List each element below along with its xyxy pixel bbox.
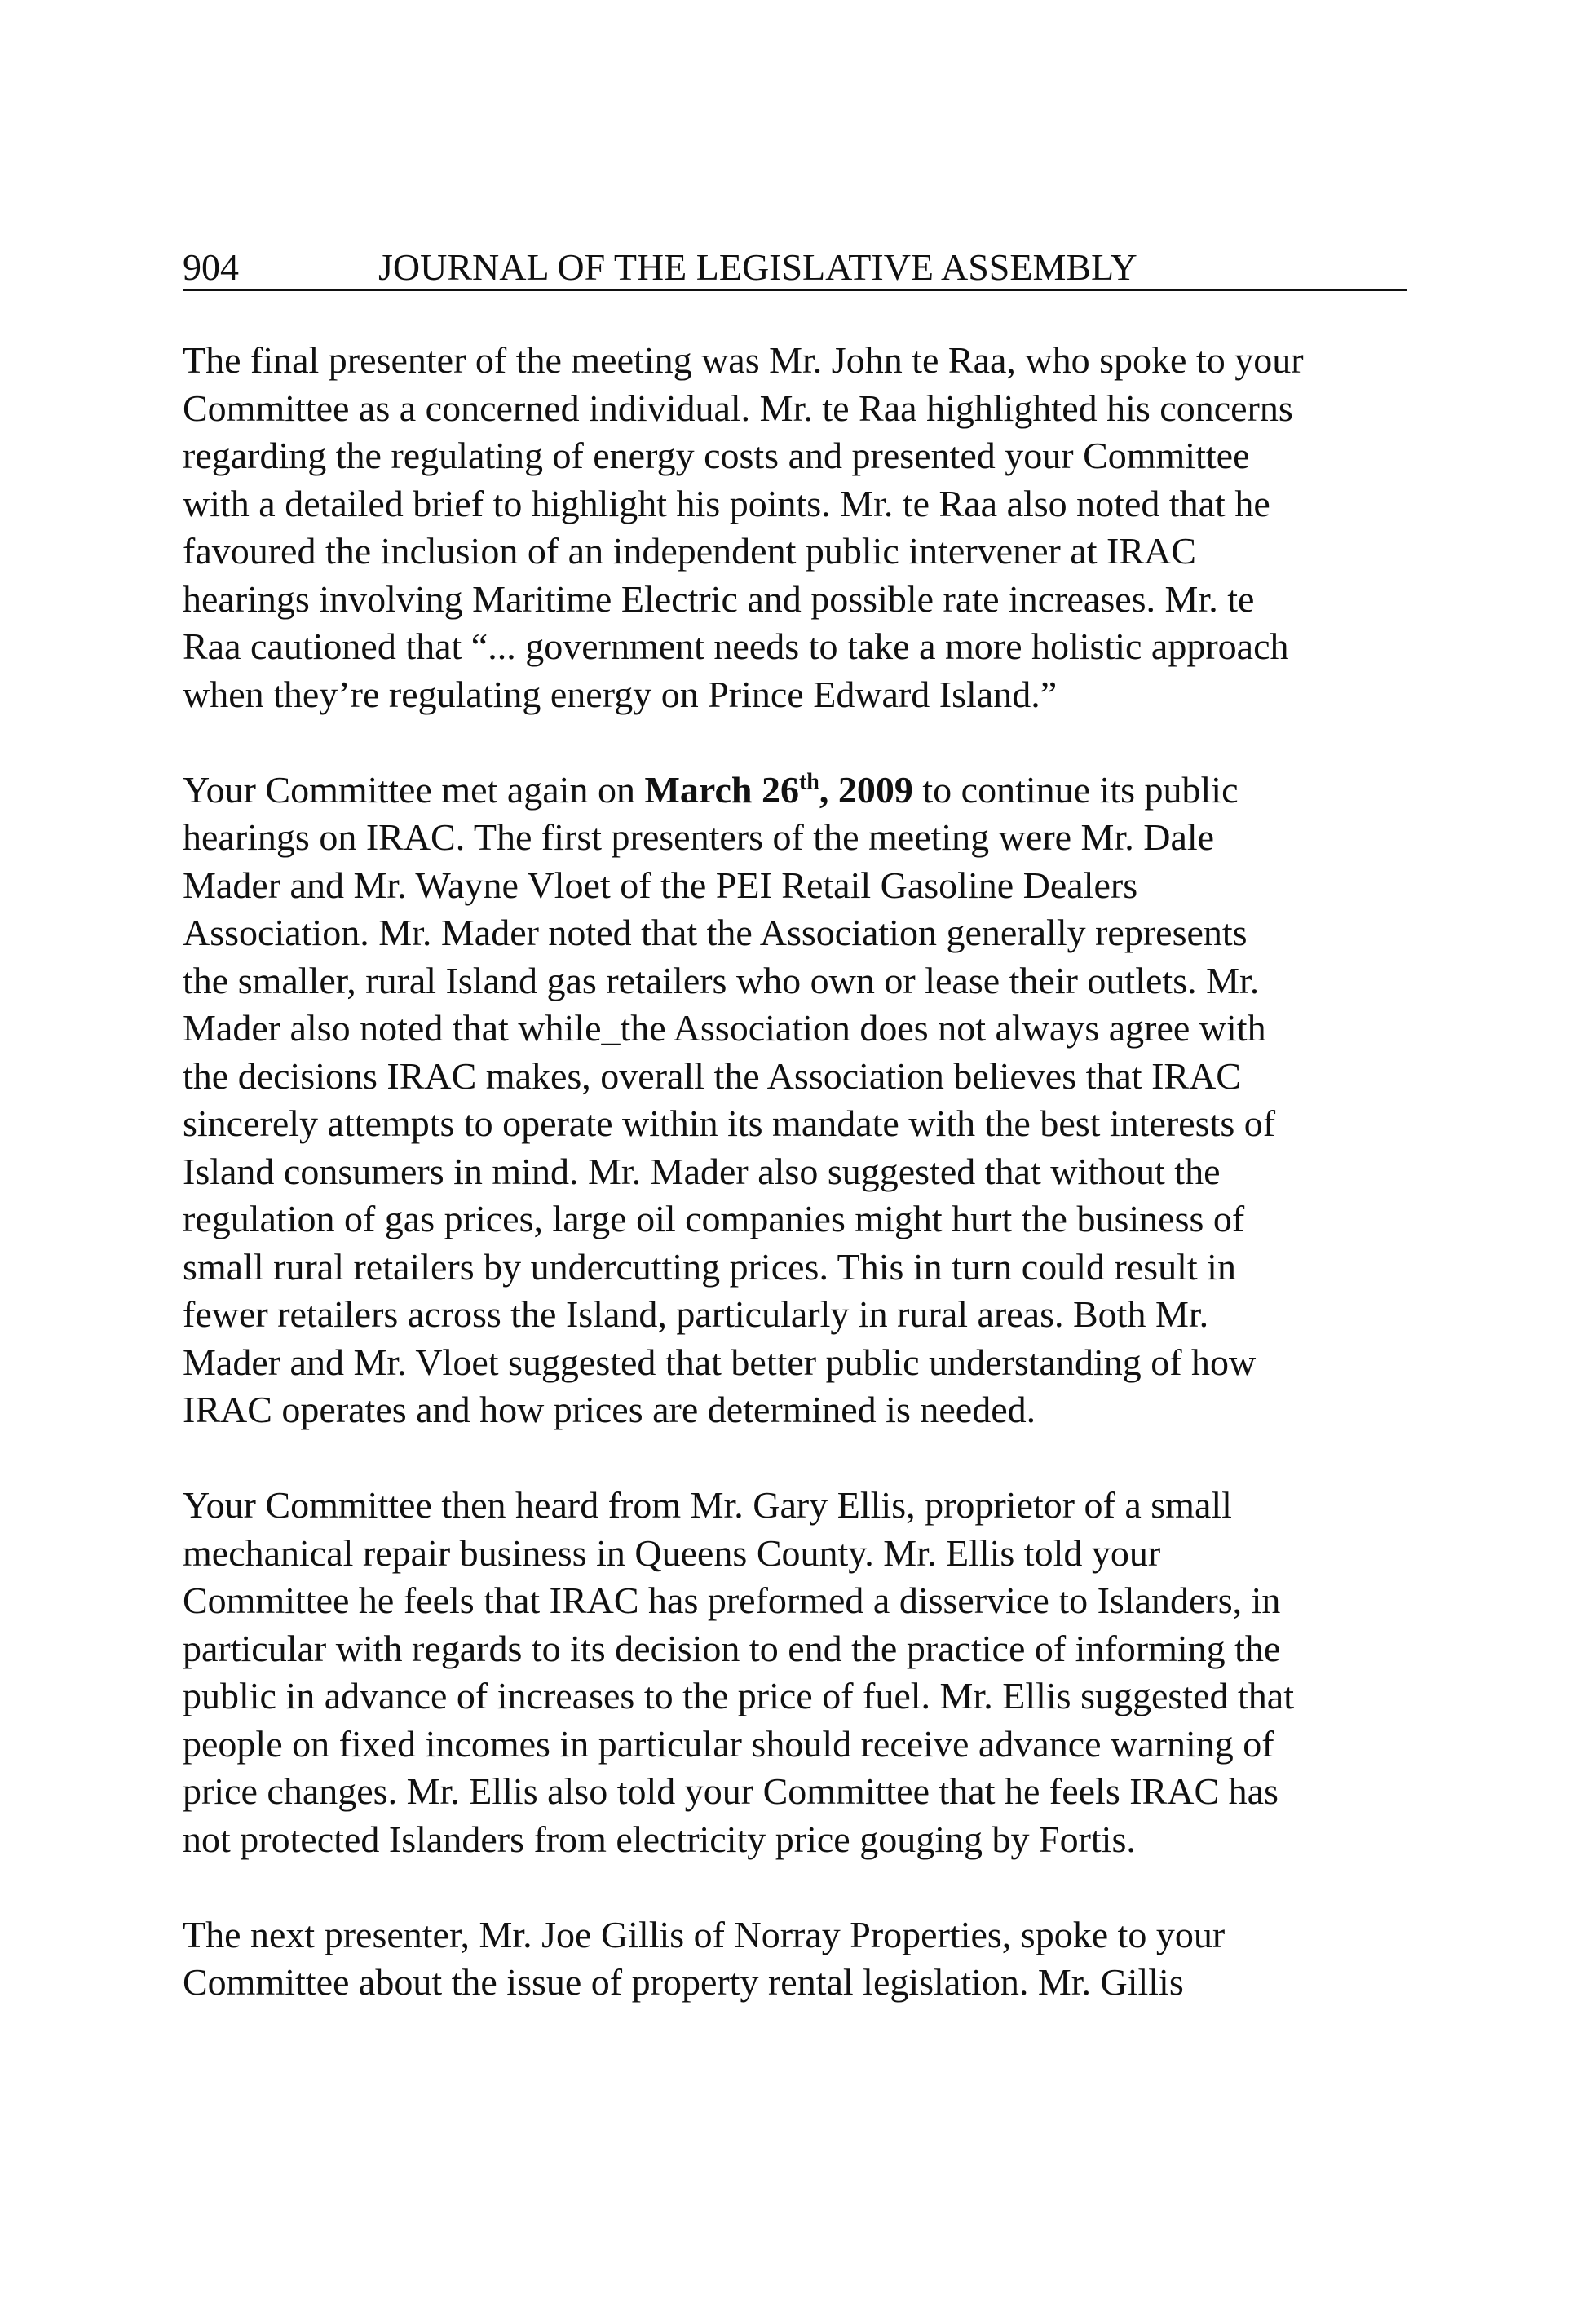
text-line: particular with regards to its decision to end the practice of informing the — [183, 1627, 1281, 1669]
text-line: when they’re regulating energy on Prince Edward Island.” — [183, 673, 1058, 715]
text-run: to continue its public — [912, 768, 1239, 811]
text-line: Mader also noted that while_the Association does not always agree with — [183, 1007, 1266, 1049]
text-line: Association. Mr. Mader noted that the Association generally represents — [183, 912, 1248, 953]
running-title: JOURNAL OF THE LEGISLATIVE ASSEMBLY — [378, 246, 1137, 288]
text-line-with-date — [183, 767, 1407, 815]
text-line: Raa cautioned that “... government needs to take a more holistic approach — [183, 625, 1289, 667]
text-line: mechanical repair business in Queens County. Mr. Ellis told your — [183, 1531, 1161, 1574]
text-line: Mader and Mr. Vloet suggested that better public understanding of how — [183, 1341, 1257, 1383]
text-line: fewer retailers across the Island, particularly in rural areas. Both Mr. — [183, 1293, 1209, 1335]
text-line: Island consumers in mind. Mr. Mader also suggested that without the — [183, 1150, 1221, 1192]
text-run: Your Committee met again on — [183, 768, 645, 811]
meeting-date-day: March 26 — [644, 768, 799, 811]
journal-page — [183, 246, 1407, 2054]
text-line: price changes. Mr. Ellis also told your Committee that he feels IRAC has — [183, 1770, 1279, 1812]
text-line: small rural retailers by undercutting prices. This in turn could result in — [183, 1245, 1236, 1288]
text-line: hearings on IRAC. The first presenters of the meeting were Mr. Dale — [183, 816, 1215, 858]
page-header — [183, 246, 1407, 291]
text-line: public in advance of increases to the price of fuel. Mr. Ellis suggested that — [183, 1675, 1294, 1716]
text-line: people on fixed incomes in particular should receive advance warning of — [183, 1722, 1274, 1765]
text-line: regulation of gas prices, large oil companies might hurt the business of — [183, 1198, 1245, 1239]
text-line: the smaller, rural Island gas retailers who own or lease their outlets. Mr. — [183, 959, 1260, 1001]
meeting-date — [644, 769, 912, 811]
text-line: favoured the inclusion of an independent public intervener at IRAC — [183, 530, 1196, 572]
text-line: Committee he feels that IRAC has preformed a disservice to Islanders, in — [183, 1580, 1281, 1621]
text-line: Your Committee then heard from Mr. Gary Ellis, proprietor of a small — [183, 1484, 1232, 1526]
paragraph-gary-ellis — [183, 1482, 1407, 1863]
text-line: regarding the regulating of energy costs and presented your Committee — [183, 435, 1250, 476]
page-number: 904 — [183, 246, 239, 288]
text-line: with a detailed brief to highlight his points. Mr. te Raa also noted that he — [183, 482, 1270, 524]
paragraph-te-raa — [183, 337, 1407, 718]
text-line: the decisions IRAC makes, overall the Association believes that IRAC — [183, 1054, 1241, 1097]
text-line: Mader and Mr. Wayne Vloet of the PEI Retail Gasoline Dealers — [183, 864, 1138, 906]
paragraph-march-26-hearing — [183, 767, 1407, 1434]
text-line: IRAC operates and how prices are determined is needed. — [183, 1389, 1036, 1430]
text-line: not protected Islanders from electricity price gouging by Fortis. — [183, 1818, 1136, 1860]
text-line: The next presenter, Mr. Joe Gillis of Norray Properties, spoke to your — [183, 1913, 1226, 1955]
text-line: Committee as a concerned individual. Mr. te Raa highlighted his concerns — [183, 387, 1293, 429]
text-line: The final presenter of the meeting was Mr. John te Raa, who spoke to your — [183, 339, 1304, 381]
paragraph-joe-gillis — [183, 1911, 1407, 2007]
text-line: hearings involving Maritime Electric and possible rate increases. Mr. te — [183, 577, 1255, 620]
ordinal-suffix: th — [798, 769, 819, 795]
text-line: Committee about the issue of property rental legislation. Mr. Gillis — [183, 1961, 1184, 2003]
page-body — [183, 337, 1407, 2007]
meeting-date-year: , 2009 — [819, 768, 913, 811]
text-line: sincerely attempts to operate within its mandate with the best interests of — [183, 1102, 1276, 1144]
